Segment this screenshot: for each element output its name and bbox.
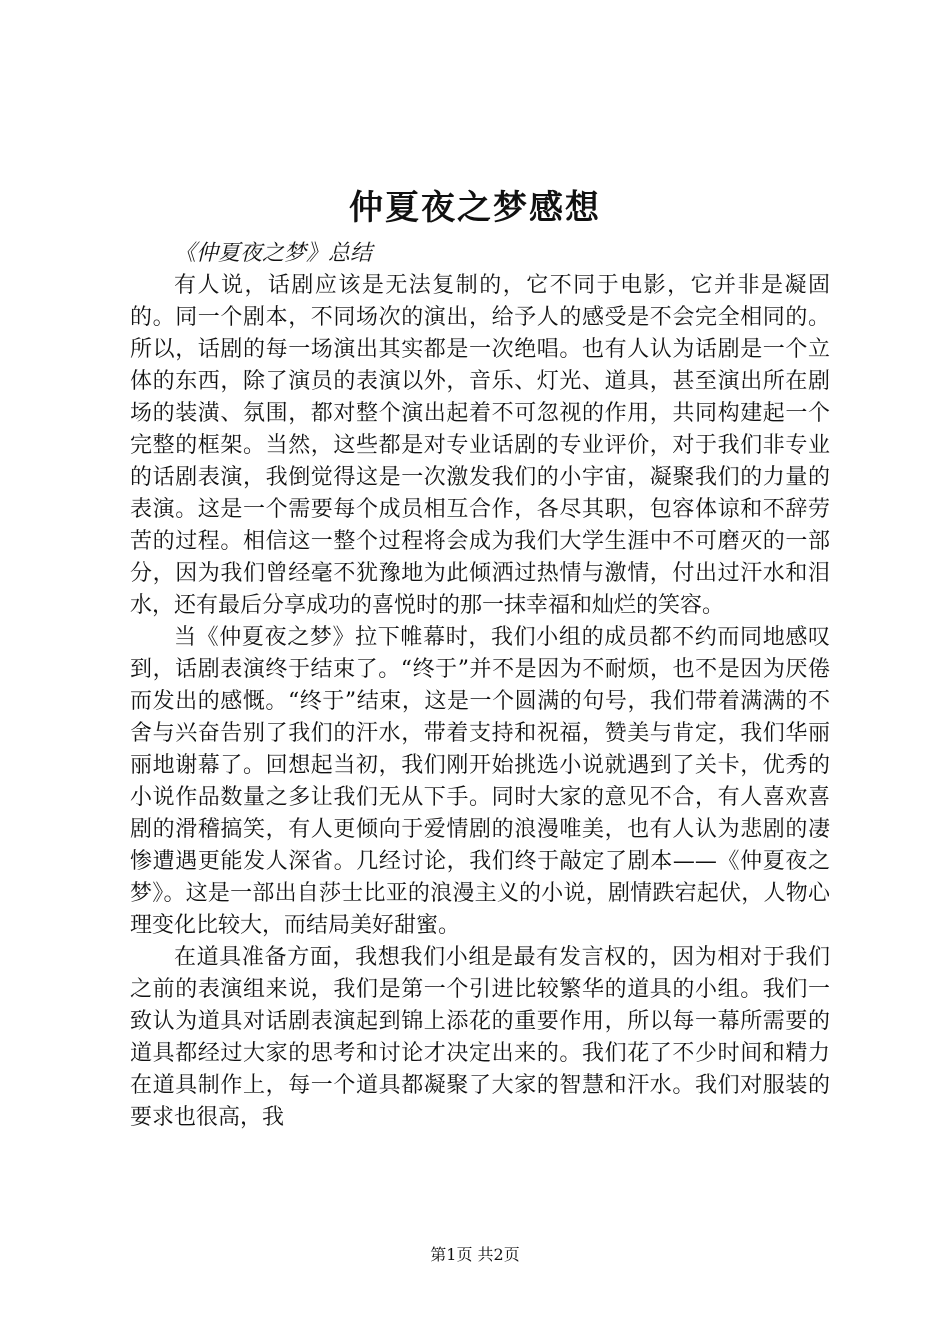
document-subtitle: 《仲夏夜之梦》总结 [174,241,373,266]
document-title: 仲夏夜之梦感想 [349,188,601,228]
paragraph: 有人说，话剧应该是无法复制的，它不同于电影，它并非是凝固的。同一个剧本，不同场次的演出，给予人的感受是不会完全相同的。所以，话剧的每一场演出其实都是一次绝唱。也有人认为话剧是一个立体的东西，除了演员的表演以外，音乐、灯光、道具，甚至演出所在剧场的装潢、氛围，都对整个演出起着不可忽视的作用，共同构建起一个完整的框架。当然，这些都是对专业话剧的专业评价，对于我们非专业的话剧表演，我倒觉得这是一次激发我们的小宇宙，凝聚我们的力量的表演。这是一个需要每个成员相互合作，各尽其职，包容体谅和不辞劳苦的过程。相信这一整个过程将会成为我们大学生涯中不可磨灭的一部分，因为我们曾经毫不犹豫地为此倾洒过热情与激情，付出过汗水和泪水，还有最后分享成功的喜悦时的那一抹幸福和灿烂的笑容。 [130,273,830,618]
paragraph: 当《仲夏夜之梦》拉下帷幕时，我们小组的成员都不约而同地感叹到，话剧表演终于结束了。“终于”并不是因为不耐烦，也不是因为厌倦而发出的感慨。“终于”结束，这是一个圆满的句号，我们带着满满的不舍与兴奋告别了我们的汗水，带着支持和祝福，赞美与肯定，我们华丽丽地谢幕了。回想起当初，我们刚开始挑选小说就遇到了关卡，优秀的小说作品数量之多让我们无从下手。同时大家的意见不合，有人喜欢喜剧的滑稽搞笑，有人更倾向于爱情剧的浪漫唯美，也有人认为悲剧的凄惨遭遇更能发人深省。几经讨论，我们终于敲定了剧本——《仲夏夜之梦》。这是一部出自莎士比亚的浪漫主义的小说，剧情跌宕起伏，人物心理变化比较大，而结局美好甜蜜。 [130,625,830,938]
document-body [130,238,830,1134]
page-footer: 第1页 共2页 [430,1245,520,1264]
paragraph: 在道具准备方面，我想我们小组是最有发言权的，因为相对于我们之前的表演组来说，我们是第一个引进比较繁华的道具的小组。我们一致认为道具对话剧表演起到锦上添花的重要作用，所以每一幕所需要的道具都经过大家的思考和讨论才决定出来的。我们花了不少时间和精力在道具制作上，每一个道具都凝聚了大家的智慧和汗水。我们对服装的要求也很高，我 [130,945,830,1130]
